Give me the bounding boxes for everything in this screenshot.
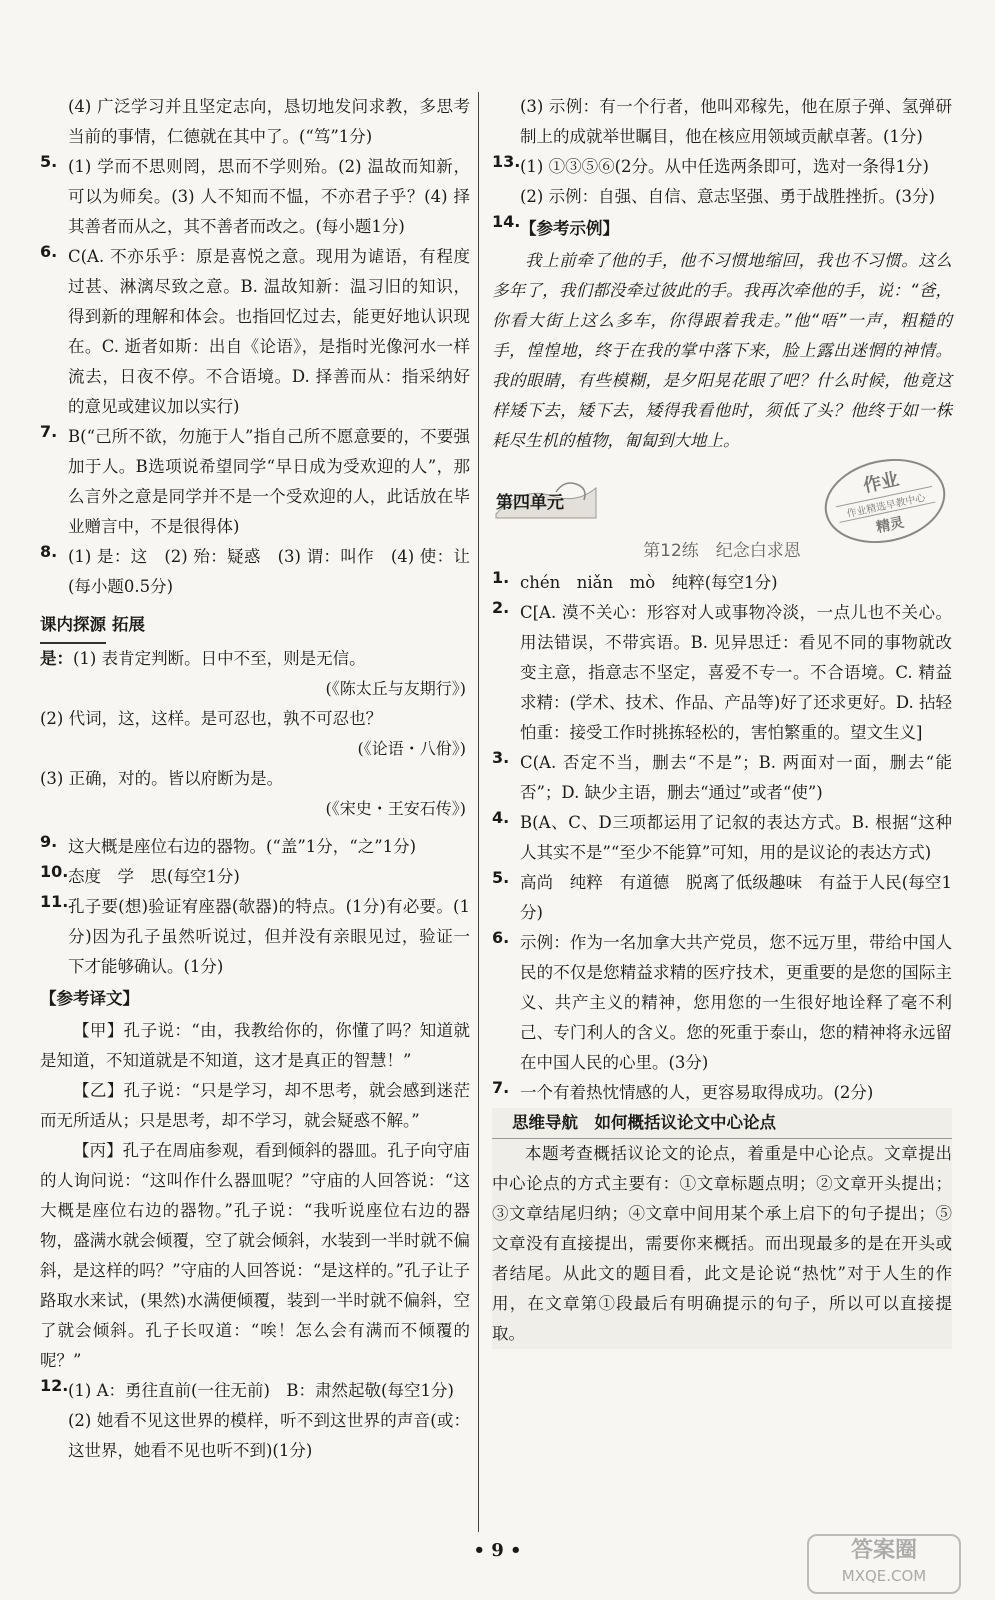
left-a-item bbox=[40, 422, 470, 542]
unit-title: 第四单元 bbox=[496, 493, 564, 513]
item-12-p2: (2) 她看不见这世界的模样，听不到这世界的声音(或：这世界，她看不见也听不到)(1分) bbox=[68, 1411, 470, 1460]
item-13-number: 13. bbox=[492, 152, 521, 171]
unit-header bbox=[492, 466, 952, 537]
item-12 bbox=[40, 1376, 470, 1466]
item-14-head: 【参考示例】 bbox=[520, 219, 619, 238]
explore-suffix: 拓展 bbox=[112, 615, 145, 634]
translation-paragraph: 【乙】孔子说：“只是学习，却不思考，就会感到迷茫而无所适从；只是思考，却不学习，就会疑惑不解。” bbox=[40, 1081, 470, 1130]
item-14 bbox=[492, 212, 952, 246]
left-b-item bbox=[40, 832, 470, 862]
column-divider bbox=[478, 92, 479, 1532]
right-item bbox=[492, 868, 952, 928]
item-4-continuation: (4) 广泛学习并且坚定志向，恳切地发问求教，多思考当前的事情，仁德就在其中了。(“笃”1分) bbox=[68, 97, 470, 146]
watermark-logo: 答案圈 MXQE.COM bbox=[807, 1534, 961, 1594]
think-header: 思维导航 如何概括议论文中心论点 bbox=[492, 1108, 952, 1139]
translation-paragraph: 【甲】孔子说：“由，我教给你的，你懂了吗？知道就是知道，不知道就是不知道，这才是真正的智慧！” bbox=[40, 1021, 470, 1070]
explore-header bbox=[40, 608, 470, 644]
explore-e3: (3) 正确，对的。皆以府断为是。 bbox=[40, 769, 284, 788]
item-number: 8. bbox=[40, 542, 58, 561]
item-text: C[A. 漠不关心：形容对人或事物冷淡，一点儿也不关心。用法错误，不带宾语。B. 见异思迁：看见不同的事物就改变主意，指意志不坚定，喜爱不专一。不合语境。C. 精益求精：(学术、技术、作品、产品等)好了还求更好。D. 拈轻怕重：接受工作时挑拣轻松的，害怕繁重的。望文生义] bbox=[520, 603, 953, 742]
item-14-text: 我上前牵了他的手，他不习惯地缩回，我也不习惯。这么多年了，我们都没牵过彼此的手。我再次牵他的手，说：“爸，你看大街上这么多车，你得跟着我走。”他“唔”一声，粗糙的手，惶惶地，终于在我的掌中落下来，脸上露出迷惘的神情。我的眼睛，有些模糊，是夕阳晃花眼了吧？什么时候，他竟这样矮下去，矮下去，矮得我看他时，须低了头？他终于如一株耗尽生机的植物，匍匐到大地上。 bbox=[492, 251, 952, 450]
item-number: 9. bbox=[40, 832, 58, 851]
item-number: 6. bbox=[492, 928, 510, 947]
explore-e1-source: (《陈太丘与友期行》) bbox=[325, 679, 466, 698]
lesson-title: 第12练 纪念白求恩 bbox=[643, 541, 801, 561]
translation-paragraph: 【丙】孔子在周庙参观，看到倾斜的器皿。孔子向守庙的人询问说：“这叫作什么器皿呢？”守庙的人回答说：“这大概是座位右边的器物。”孔子说：“我听说座位右边的器物，盛满水就会倾覆，空了就会倾斜，水装到一半时就不偏斜，是这样的吗？”守庙的人回答说：“是这样的。”孔子让子路取水来试，(果然)水满便倾覆，装到一半时就不偏斜，空了就会倾斜。孔子长叹道：“唉！怎么会有满而不倾覆的呢？” bbox=[40, 1141, 470, 1370]
item-13-p2: (2) 示例：自强、自信、意志坚强、勇于战胜挫折。(3分) bbox=[520, 187, 935, 206]
item-number: 3. bbox=[492, 748, 510, 767]
item-number: 5. bbox=[40, 152, 58, 171]
item-text: C(A. 不亦乐乎：原是喜悦之意。现用为谑语，有程度过甚、淋漓尽致之意。B. 温故知新：温习旧的知识，得到新的理解和体会。也指回忆过去，能更好地认识现在。C. 逝者如斯：出自《论语》，是指时光像河水一样流去，日夜不停。不合语境。D. 择善而从：指采纳好的意见或建议加以实行) bbox=[68, 247, 470, 416]
item-12-continuation: (3) 示例：有一个行者，他叫邓稼先，他在原子弹、氢弹研制上的成就举世瞩目，他在核应用领域贡献卓著。(1分) bbox=[520, 97, 952, 146]
item-number: 5. bbox=[492, 868, 510, 887]
item-number: 7. bbox=[40, 422, 58, 441]
right-item bbox=[492, 598, 952, 748]
item-text: 一个有着热忱情感的人，更容易取得成功。(2分) bbox=[520, 1083, 874, 1102]
item-12-number: 12. bbox=[40, 1376, 69, 1395]
item-text: B(“己所不欲，勿施于人”指自己所不愿意要的，不要强加于人。B选项说希望同学“早日成为受欢迎的人”，那么言外之意是同学并不是一个受欢迎的人，此话放在毕业赠言中，不是很得体) bbox=[68, 427, 470, 536]
right-item bbox=[492, 928, 952, 1078]
right-item bbox=[492, 748, 952, 808]
item-text: B(A、C、D三项都运用了记叙的表达方式。B. 根据“这种人其实不是”“至少不能算”可知，用的是议论的表达方式) bbox=[520, 813, 952, 862]
item-number: 4. bbox=[492, 808, 510, 827]
item-text: C(A. 否定不当，删去“不是”；B. 两面对一面，删去“能否”；D. 缺少主语，删去“通过”或者“使”) bbox=[520, 753, 952, 802]
explore-label: 课内探源 bbox=[40, 608, 106, 644]
left-b-item bbox=[40, 892, 470, 982]
explore-e2: (2) 代词，这，这样。是可忍也，孰不可忍也？ bbox=[40, 709, 383, 728]
item-text: 态度 学 思(每空1分) bbox=[68, 867, 240, 886]
item-text: chén niǎn mò 纯粹(每空1分) bbox=[520, 573, 778, 592]
explore-head: 是： bbox=[40, 649, 73, 668]
think-text: 本题考查概括议论文的论点，着重是中心论点。文章提出中心论点的方式主要有：①文章标题点明；②文章开头提出；③文章结尾归纳；④文章中间用某个承上启下的句子提出；⑤文章没有直接提出，需要你来概括。而出现最多的是在开头或者结尾。从此文的题目看，此文是论说“热忱”对于人生的作用，在文章第①段最后有明确提示的句子，所以可以直接提取。 bbox=[492, 1144, 952, 1343]
item-text: 高尚 纯粹 有道德 脱离了低级趣味 有益于人民(每空1分) bbox=[520, 873, 952, 922]
think-box bbox=[492, 1108, 952, 1349]
item-number: 11. bbox=[40, 892, 69, 911]
item-text: (1) 是：这 (2) 殆：疑惑 (3) 谓：叫作 (4) 使：让(每小题0.5分) bbox=[68, 547, 470, 596]
item-text: 示例：作为一名加拿大共产党员，您不远万里，带给中国人民的不仅是您精益求精的医疗技术，更重要的是您的国际主义、共产主义的精神，您用您的一生很好地诠释了毫不利己、专门利人的含义。您的死重于泰山，您的精神将永远留在中国人民的心里。(3分) bbox=[520, 933, 952, 1072]
explore-e2-source: (《论语・八佾》) bbox=[357, 739, 466, 758]
left-b-item bbox=[40, 862, 470, 892]
item-number: 7. bbox=[492, 1078, 510, 1097]
page-number: • 9 • bbox=[473, 1540, 522, 1561]
translation-header: 【参考译文】 bbox=[40, 989, 139, 1008]
right-item bbox=[492, 1078, 952, 1108]
item-13-p1: (1) ①③⑤⑥(2分。从中任选两条即可，选对一条得1分) bbox=[520, 157, 929, 176]
right-item bbox=[492, 568, 952, 598]
right-item bbox=[492, 808, 952, 868]
item-12-p1: (1) A：勇往直前(一往无前) B：肃然起敬(每空1分) bbox=[68, 1381, 454, 1400]
item-number: 6. bbox=[40, 242, 58, 261]
item-number: 1. bbox=[492, 568, 510, 587]
explore-e3-source: (《宋史・王安石传》) bbox=[325, 799, 466, 818]
item-number: 10. bbox=[40, 862, 69, 881]
stamp-logo: 作业 作业精选早教中心 精灵 bbox=[817, 448, 953, 554]
item-number: 2. bbox=[492, 598, 510, 617]
item-text: 孔子要(想)验证宥座器(欹器)的特点。(1分)有必要。(1分)因为孔子虽然听说过，但并没有亲眼见过，验证一下才能够确认。(1分) bbox=[68, 897, 470, 976]
item-text: (1) 学而不思则罔，思而不学则殆。(2) 温故而知新，可以为师矣。(3) 人不知而不愠，不亦君子乎？(4) 择其善者而从之，其不善者而改之。(每小题1分) bbox=[68, 157, 470, 236]
explore-section bbox=[40, 608, 470, 824]
left-a-item bbox=[40, 242, 470, 422]
right-column bbox=[492, 92, 952, 1349]
left-column bbox=[40, 92, 470, 1466]
item-text: 这大概是座位右边的器物。(“盖”1分，“之”1分) bbox=[68, 837, 417, 856]
item-13 bbox=[492, 152, 952, 212]
left-a-item bbox=[40, 542, 470, 602]
item-14-number: 14. bbox=[492, 212, 521, 231]
left-a-item bbox=[40, 152, 470, 242]
explore-e1: (1) 表肯定判断。日中不至，则是无信。 bbox=[73, 649, 366, 668]
